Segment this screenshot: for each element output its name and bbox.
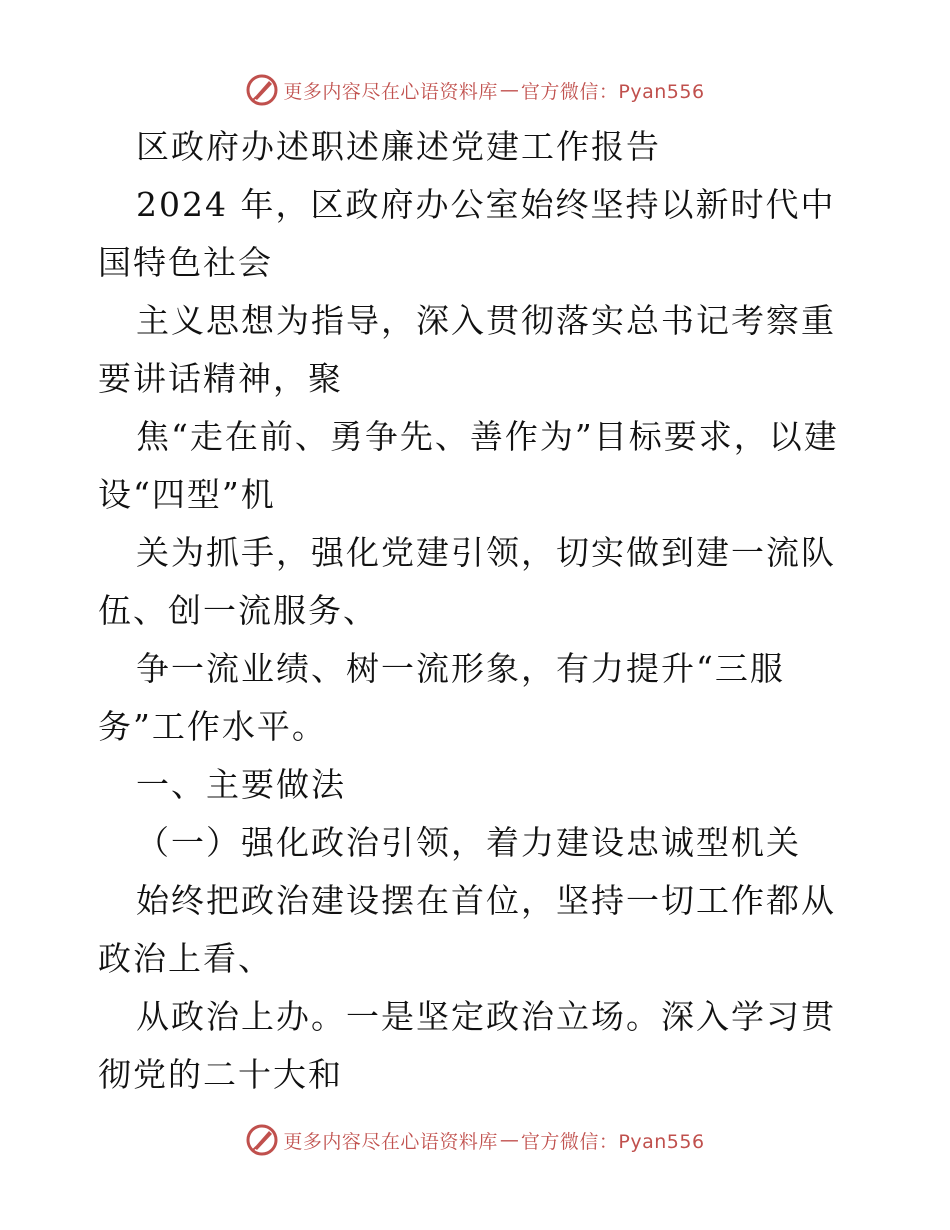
watermark-footer <box>0 1120 950 1160</box>
paragraph-2: 主义思想为指导，深入贯彻落实总书记考察重要讲话精神，聚 <box>98 301 836 398</box>
paragraph-8: 始终把政治建设摆在首位，坚持一切工作都从政治上看、 <box>98 881 836 978</box>
subsection-heading: （一）强化政治引领，着力建设忠诚型机关 <box>136 823 801 862</box>
paragraph-5: 争一流业绩、树一流形象，有力提升“三服务”工作水平。 <box>98 649 785 746</box>
watermark-separator: — <box>499 79 519 101</box>
watermark-text: 更多内容尽在心语资料库 <box>283 80 498 103</box>
paragraph-4: 关为抓手，强化党建引领，切实做到建一流队伍、创一流服务、 <box>98 533 836 630</box>
watermark-text: 更多内容尽在心语资料库 <box>283 1130 498 1153</box>
quill-logo-icon <box>245 1123 279 1157</box>
quill-logo-icon <box>245 73 279 107</box>
paragraph-9: 从政治上办。一是坚定政治立场。深入学习贯彻党的二十大和 <box>98 997 836 1094</box>
document-body <box>98 118 858 1104</box>
watermark-header <box>0 70 950 110</box>
watermark-contact: 官方微信：Pyan556 <box>520 1130 705 1153</box>
paragraph-1: 2024 年，区政府办公室始终坚持以新时代中国特色社会 <box>98 185 836 282</box>
watermark-contact: 官方微信：Pyan556 <box>520 80 705 103</box>
paragraph-3: 焦“走在前、勇争先、善作为”目标要求，以建设“四型”机 <box>98 417 839 514</box>
watermark-separator: — <box>499 1129 519 1151</box>
document-title: 区政府办述职述廉述党建工作报告 <box>136 127 661 166</box>
section-heading: 一、主要做法 <box>136 765 346 804</box>
